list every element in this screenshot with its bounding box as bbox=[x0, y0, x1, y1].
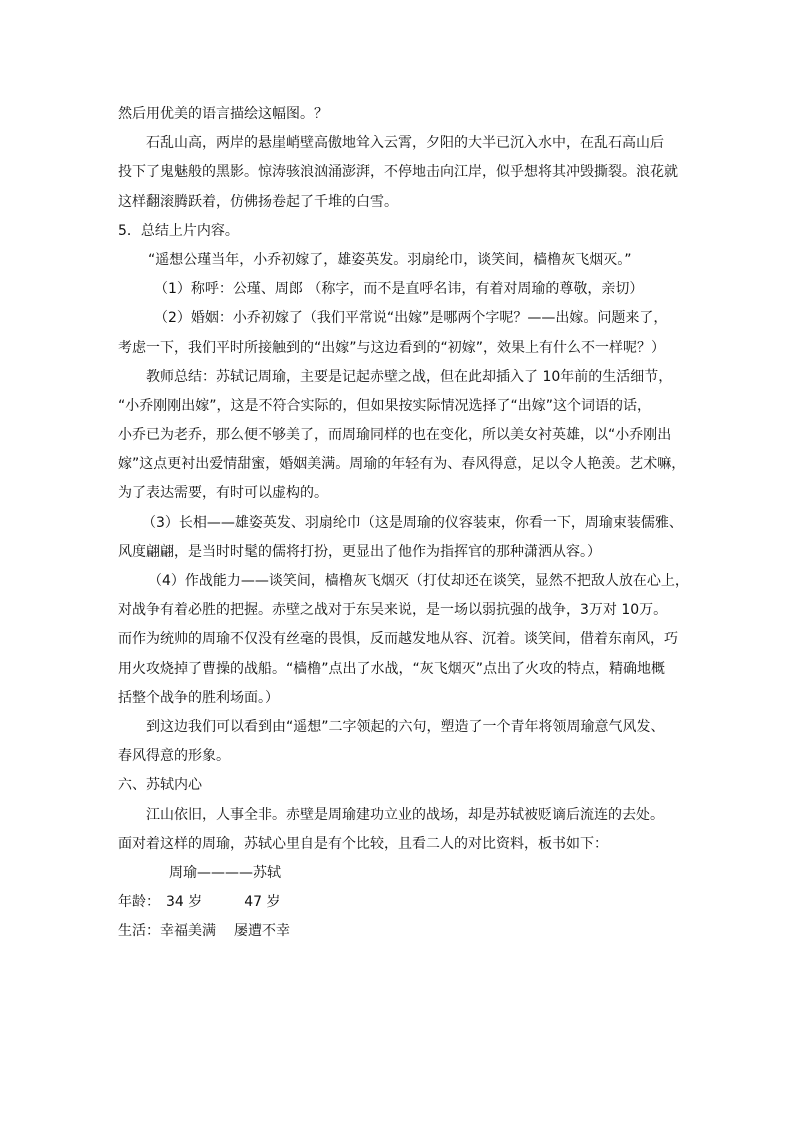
paragraph-line: 括整个战争的胜利场面。） bbox=[118, 689, 279, 706]
board-row-label: 生活： bbox=[118, 923, 160, 940]
section-heading: 六、苏轼内心 bbox=[118, 777, 202, 794]
paragraph-line: 嫁”这点更衬出爱情甜蜜，婚姻美满。周瑜的年轻有为、春风得意，足以令人艳羡。艺术嘛， bbox=[118, 456, 686, 473]
board-row-label: 年龄： bbox=[118, 894, 160, 911]
document-page bbox=[118, 100, 688, 946]
paragraph-line: 用火攻烧掉了曹操的战船。“樯橹”点出了水战，“灰飞烟灭”点出了火攻的特点，精确地概 bbox=[118, 660, 666, 677]
board-notes bbox=[118, 859, 688, 947]
paragraph-line: 投下了鬼魅般的黑影。惊涛骇浪汹涌澎湃，不停地击向江岸，似乎想将其冲毁撕裂。浪花就 bbox=[118, 164, 678, 181]
paragraph-line: （2）婚姻：小乔初嫁了（我们平常说“出嫁”是哪两个字呢？——出嫁。问题来了， bbox=[154, 310, 668, 327]
paragraph-line: 教师总结：苏轼记周瑜，主要是记起赤壁之战，但在此却插入了 10年前的生活细节， bbox=[146, 368, 673, 385]
paragraph-line: （4）作战能力——谈笑间，樯橹灰飞烟灭（打仗却还在谈笑，显然不把敌人放在心上， bbox=[148, 573, 689, 589]
paragraph-line: 面对着这样的周瑜，苏轼心里自是有个比较，且看二人的对比资料，板书如下： bbox=[118, 835, 608, 852]
board-row-left: 34 岁 bbox=[166, 894, 203, 911]
paragraph-line: 而作为统帅的周瑜不仅没有丝毫的畏惧，反而越发地从容、沉着。谈笑间，借着东南风，巧 bbox=[118, 631, 678, 648]
board-row bbox=[118, 917, 688, 946]
paragraph-line: 考虑一下，我们平时所接触到的“出嫁”与这边看到的“初嫁”，效果上有什么不一样呢？） bbox=[118, 339, 666, 356]
paragraph-line: 到这边我们可以看到由“遥想”二字领起的六句，塑造了一个青年将领周瑜意气风发、 bbox=[146, 718, 665, 735]
section-heading: 5．总结上片内容。 bbox=[118, 222, 239, 239]
quote-line: “遥想公瑾当年，小乔初嫁了，雄姿英发。羽扇纶巾，谈笑间，樯橹灰飞烟灭。” bbox=[148, 251, 632, 268]
paragraph-line: 江山依旧，人事全非。赤壁是周瑜建功立业的战场，却是苏轼被贬谪后流连的去处。 bbox=[146, 806, 664, 823]
board-row-right: 屡遭不幸 bbox=[234, 923, 290, 940]
paragraph-line: 这样翻滚腾跃着，仿佛扬卷起了千堆的白雪。 bbox=[118, 193, 398, 210]
paragraph-line: “小乔刚刚出嫁”，这是不符合实际的，但如果按实际情况选择了“出嫁”这个词语的话， bbox=[118, 397, 652, 414]
paragraph-line: 然后用优美的语言描绘这幅图。？ bbox=[118, 106, 328, 122]
paragraph-line: （1）称呼：公瑾、周郎 （称字，而不是直呼名讳，有着对周瑜的尊敬，亲切） bbox=[154, 281, 644, 298]
paragraph-line: （3）长相——雄姿英发、羽扇纶巾（这是周瑜的仪容装束，你看一下，周瑜束装儒雅、 bbox=[142, 514, 683, 531]
board-row bbox=[118, 888, 688, 917]
paragraph-line: 石乱山高，两岸的悬崖峭壁高傲地耸入云霄，夕阳的大半已沉入水中，在乱石高山后 bbox=[146, 135, 664, 152]
paragraph-line: 小乔已为老乔，那么便不够美了，而周瑜同样的也在变化，所以美女衬英雄，以“小乔刚出 bbox=[118, 427, 672, 444]
board-row-right: 47 岁 bbox=[244, 894, 281, 911]
paragraph-line: 风度翩翩，是当时时髦的儒将打扮，更显出了他作为指挥官的那种潇洒从容。） bbox=[118, 543, 601, 560]
paragraph-line: 对战争有着必胜的把握。赤壁之战对于东吴来说，是一场以弱抗强的战争，3万对 10万。 bbox=[118, 602, 668, 619]
board-row-left: 幸福美满 bbox=[160, 923, 216, 940]
paragraph-line: 春风得意的形象。 bbox=[118, 748, 230, 765]
board-header: 周瑜————苏轼 bbox=[169, 864, 281, 881]
paragraph-line: 为了表达需要，有时可以虚构的。 bbox=[118, 485, 328, 502]
